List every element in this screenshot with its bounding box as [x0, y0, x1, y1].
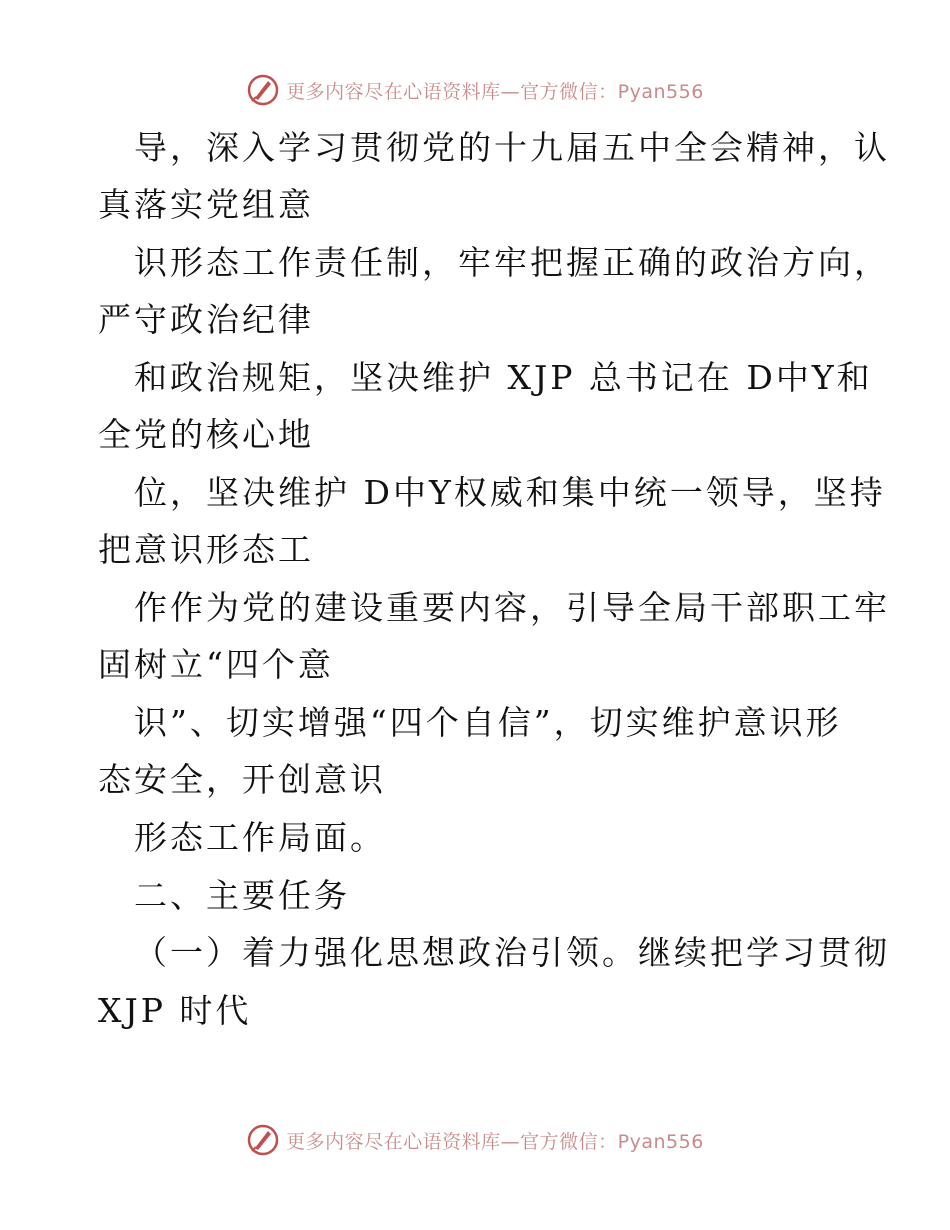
watermark-text: 更多内容尽在心语资料库—官方微信：Pyan556 — [286, 1130, 704, 1153]
header-watermark — [0, 70, 950, 110]
quill-logo-icon — [246, 73, 280, 107]
text-line: 位，坚决维护 D中Y权威和集中统一领导，坚持 — [134, 473, 886, 512]
text-line: 形态工作局面。 — [134, 818, 386, 857]
text-line: 作作为党的建设重要内容，引导全局干部职工牢 — [134, 588, 890, 627]
subsection-heading: （一）着力强化思想政治引领。继续把学习贯彻 — [134, 933, 890, 972]
text-line: 导，深入学习贯彻党的十九届五中全会精神，认 — [134, 128, 890, 167]
text-line: 和政治规矩，坚决维护 XJP 总书记在 D中Y和 — [134, 358, 873, 397]
text-line: 识”、切实增强“四个自信”，切实维护意识形 — [134, 703, 842, 742]
footer-watermark — [0, 1120, 950, 1160]
section-heading: 二、主要任务 — [134, 876, 350, 915]
text-line: 识形态工作责任制，牢牢把握正确的政治方向， — [134, 243, 890, 282]
text-line: 把意识形态工 — [98, 530, 314, 569]
text-line: 真落实党组意 — [98, 185, 314, 224]
text-line: XJP 时代 — [98, 991, 252, 1030]
quill-logo-icon — [246, 1123, 280, 1157]
text-line: 严守政治纪律 — [98, 300, 314, 339]
text-line: 态安全，开创意识 — [98, 760, 386, 799]
text-line: 固树立“四个意 — [98, 645, 334, 684]
text-line: 全党的核心地 — [98, 415, 314, 454]
watermark-text: 更多内容尽在心语资料库—官方微信：Pyan556 — [286, 80, 704, 103]
